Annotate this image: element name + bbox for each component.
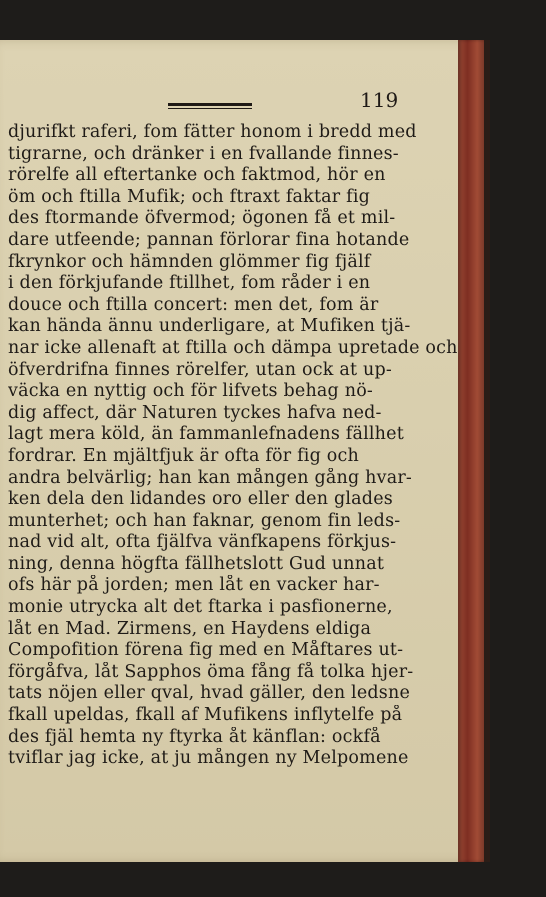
page-number: 119 [360, 88, 399, 112]
book-edge [458, 40, 490, 862]
text-line: munterhet; och han faknar, genom fin leds- [8, 510, 401, 531]
text-line: douce och ftilla concert: men det, fom är [8, 294, 379, 315]
text-line: öm och ftilla Mufik; och ftraxt faktar fig [8, 186, 371, 207]
text-line: andra belvärlig; han kan mången gång hvar- [8, 467, 413, 488]
text-line: kan hända ännu underligare, at Mufiken tjä- [8, 316, 411, 337]
text-line: förgåfva, låt Sapphos öma fång få tolka hjer- [8, 661, 414, 682]
text-line: fkall upeldas, fkall af Mufikens inflytelfe på [8, 705, 403, 726]
text-line: monie utrycka alt det ftarka i pasfionerne, [8, 597, 393, 618]
text-line: dig affect, där Naturen tyckes hafva ned- [8, 402, 382, 423]
text-line: fkrynkor och hämnden glömmer fig fjälf [8, 251, 371, 272]
text-line: nar icke allenaft at ftilla och dämpa upretade och [8, 337, 458, 358]
text-line: väcka en nyttig och för lifvets behag nö- [8, 381, 374, 402]
text-line: des ftormande öfvermod; ögonen få et mil- [8, 208, 396, 229]
text-line: ofs här på jorden; men låt en vacker har- [8, 575, 380, 596]
text-line: des fjäl hemta ny ftyrka åt känflan: ockfå [8, 726, 381, 747]
text-line: ken dela den lidandes oro eller den glades [8, 489, 393, 510]
text-line: djurifkt raferi, fom fätter honom i bredd med [8, 122, 417, 142]
text-line: fordrar. En mjältfjuk är ofta för fig och [8, 445, 359, 466]
header-ornament [168, 103, 252, 109]
text-line: lagt mera köld, än fammanlefnadens fällhet [8, 424, 404, 445]
body-text [8, 122, 458, 770]
text-line: låt en Mad. Zirmens, en Haydens eldiga [8, 618, 372, 639]
text-line: dare utfeende; pannan förlorar fina hotande [8, 229, 410, 250]
text-line: rörelfe all eftertanke och faktmod, hör en [8, 165, 386, 186]
text-line: öfverdrifna finnes rörelfer, utan ock at up- [8, 359, 392, 380]
text-line: Compofition förena fig med en Måftares ut- [8, 640, 404, 661]
text-line: ning, denna högfta fällhetslott Gud unnat [8, 553, 385, 574]
text-line: nad vid alt, ofta fjälfva vänfkapens förkjus- [8, 532, 397, 553]
text-line: i den förkjufande ftillhet, fom råder i en [8, 273, 371, 294]
text-line: tigrarne, och dränker i en fvallande finnes- [8, 143, 399, 164]
text-line: tviflar jag icke, at ju mången ny Melpomene [8, 748, 409, 769]
text-line: tats nöjen eller qval, hvad gäller, den ledsne [8, 683, 411, 704]
